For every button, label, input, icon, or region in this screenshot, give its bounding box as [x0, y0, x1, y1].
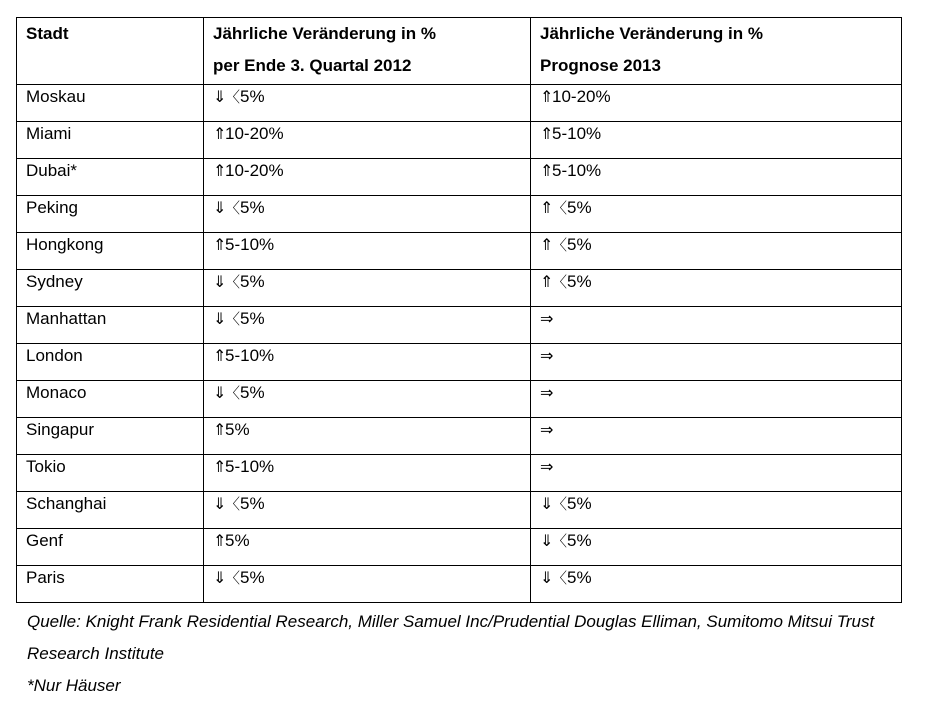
city-cell — [17, 270, 204, 307]
double-arrow-up-icon: ⇑ — [540, 87, 554, 106]
change-value-group — [540, 235, 592, 255]
city-name: Moskau — [26, 87, 86, 106]
less-than-sign: 〈 — [225, 310, 241, 328]
double-arrow-up-icon: ⇑ — [213, 124, 227, 143]
change-value: 5% — [567, 494, 592, 513]
double-arrow-up-icon: ⇑ — [540, 272, 554, 291]
change-q3-2012-cell — [204, 233, 531, 270]
city-price-change-table — [16, 17, 902, 603]
double-arrow-down-icon: ⇓ — [213, 494, 227, 513]
double-arrow-down-icon: ⇓ — [213, 198, 227, 217]
table-row — [17, 492, 902, 529]
change-value-group — [213, 87, 265, 107]
change-value-group — [540, 124, 601, 144]
double-arrow-up-icon: ⇑ — [213, 531, 227, 550]
city-name: Genf — [26, 531, 63, 550]
change-value: 5% — [240, 309, 265, 328]
table-row — [17, 122, 902, 159]
double-arrow-down-icon: ⇓ — [213, 568, 227, 587]
change-value-group — [540, 161, 601, 181]
change-q3-2012-cell — [204, 122, 531, 159]
city-name: Hongkong — [26, 235, 104, 254]
change-q3-2012-cell — [204, 492, 531, 529]
table-row — [17, 529, 902, 566]
change-value: 10-20% — [225, 161, 284, 180]
table-body — [17, 85, 902, 603]
double-arrow-up-icon: ⇑ — [213, 457, 227, 476]
forecast-2013-cell — [531, 307, 902, 344]
change-value: 5% — [225, 420, 250, 439]
less-than-sign: 〈 — [225, 273, 241, 291]
table-row — [17, 196, 902, 233]
city-name: Sydney — [26, 272, 83, 291]
change-value: 5% — [567, 568, 592, 587]
header-forecast-2013 — [531, 18, 902, 85]
double-arrow-down-icon: ⇓ — [540, 568, 554, 587]
change-q3-2012-cell — [204, 307, 531, 344]
city-cell — [17, 122, 204, 159]
less-than-sign: 〈 — [225, 495, 241, 513]
change-value-group — [213, 383, 265, 403]
less-than-sign: 〈 — [552, 273, 568, 291]
city-name: Paris — [26, 568, 65, 587]
forecast-2013-cell — [531, 566, 902, 603]
change-value-group — [213, 420, 250, 440]
header-forecast-2013-line1: Jährliche Veränderung in % — [540, 24, 763, 43]
header-forecast-2013-line2: Prognose 2013 — [540, 56, 661, 75]
less-than-sign: 〈 — [225, 199, 241, 217]
change-value: 5% — [240, 87, 265, 106]
less-than-sign: 〈 — [552, 532, 568, 550]
city-name: London — [26, 346, 83, 365]
change-value-group — [540, 531, 592, 551]
change-value: 5% — [240, 568, 265, 587]
header-change-q3-2012-line1: Jährliche Veränderung in % — [213, 24, 436, 43]
forecast-2013-cell — [531, 381, 902, 418]
forecast-2013-cell — [531, 85, 902, 122]
change-value-group — [540, 457, 552, 477]
table-row — [17, 381, 902, 418]
change-value: 10-20% — [225, 124, 284, 143]
double-arrow-right-icon: ⇒ — [540, 457, 554, 476]
double-arrow-right-icon: ⇒ — [540, 346, 554, 365]
city-cell — [17, 159, 204, 196]
change-value-group — [213, 124, 284, 144]
forecast-2013-cell — [531, 418, 902, 455]
change-q3-2012-cell — [204, 455, 531, 492]
change-value-group — [213, 457, 274, 477]
less-than-sign: 〈 — [225, 569, 241, 587]
change-value: 5-10% — [552, 161, 602, 180]
change-value-group — [213, 272, 265, 292]
double-arrow-up-icon: ⇑ — [213, 346, 227, 365]
change-value-group — [540, 568, 592, 588]
city-name: Schanghai — [26, 494, 107, 513]
change-value: 5-10% — [225, 346, 275, 365]
forecast-2013-cell — [531, 270, 902, 307]
forecast-2013-cell — [531, 529, 902, 566]
forecast-2013-cell — [531, 122, 902, 159]
double-arrow-down-icon: ⇓ — [213, 383, 227, 402]
double-arrow-down-icon: ⇓ — [213, 87, 227, 106]
change-value-group — [540, 87, 611, 107]
change-value-group — [540, 346, 552, 366]
change-q3-2012-cell — [204, 85, 531, 122]
change-value-group — [213, 346, 274, 366]
city-cell — [17, 196, 204, 233]
forecast-2013-cell — [531, 159, 902, 196]
double-arrow-up-icon: ⇑ — [540, 161, 554, 180]
change-value-group — [213, 198, 265, 218]
city-cell — [17, 566, 204, 603]
city-name: Manhattan — [26, 309, 107, 328]
double-arrow-right-icon: ⇒ — [540, 420, 554, 439]
double-arrow-up-icon: ⇑ — [213, 420, 227, 439]
change-value: 5% — [240, 383, 265, 402]
city-cell — [17, 492, 204, 529]
header-change-q3-2012 — [204, 18, 531, 85]
footnote: *Nur Häuser — [27, 676, 121, 695]
forecast-2013-cell — [531, 233, 902, 270]
change-value-group — [540, 383, 552, 403]
change-value-group — [540, 420, 552, 440]
change-value-group — [213, 161, 284, 181]
table-row — [17, 233, 902, 270]
city-name: Peking — [26, 198, 78, 217]
double-arrow-down-icon: ⇓ — [540, 494, 554, 513]
double-arrow-up-icon: ⇑ — [540, 235, 554, 254]
document — [16, 17, 901, 702]
city-cell — [17, 529, 204, 566]
less-than-sign: 〈 — [552, 199, 568, 217]
change-value-group — [213, 235, 274, 255]
change-value: 5-10% — [225, 235, 275, 254]
header-city-label: Stadt — [26, 24, 69, 43]
change-value: 5% — [240, 494, 265, 513]
double-arrow-right-icon: ⇒ — [540, 309, 554, 328]
table-header-row — [17, 18, 902, 85]
table-row — [17, 270, 902, 307]
change-value: 5% — [240, 198, 265, 217]
table-row — [17, 418, 902, 455]
change-value-group — [540, 494, 592, 514]
change-q3-2012-cell — [204, 196, 531, 233]
change-value: 5% — [567, 272, 592, 291]
change-value: 5% — [567, 198, 592, 217]
change-value-group — [540, 198, 592, 218]
forecast-2013-cell — [531, 196, 902, 233]
change-q3-2012-cell — [204, 529, 531, 566]
double-arrow-up-icon: ⇑ — [540, 124, 554, 143]
double-arrow-right-icon: ⇒ — [540, 383, 554, 402]
city-name: Monaco — [26, 383, 87, 402]
change-value: 10-20% — [552, 87, 611, 106]
change-value-group — [213, 531, 250, 551]
table-row — [17, 307, 902, 344]
change-value: 5-10% — [552, 124, 602, 143]
change-q3-2012-cell — [204, 270, 531, 307]
change-value-group — [540, 309, 552, 329]
forecast-2013-cell — [531, 492, 902, 529]
change-value: 5% — [240, 272, 265, 291]
city-name: Singapur — [26, 420, 95, 439]
double-arrow-up-icon: ⇑ — [213, 235, 227, 254]
less-than-sign: 〈 — [552, 495, 568, 513]
city-cell — [17, 233, 204, 270]
change-value-group — [540, 272, 592, 292]
header-city — [17, 18, 204, 85]
source-note: Quelle: Knight Frank Residential Research, Miller Samuel Inc/Prudential Douglas Elliman, Sumitomo Mitsui Trust Research Institute — [27, 612, 875, 663]
change-value-group — [213, 494, 265, 514]
double-arrow-up-icon: ⇑ — [213, 161, 227, 180]
change-q3-2012-cell — [204, 381, 531, 418]
double-arrow-down-icon: ⇓ — [213, 309, 227, 328]
city-cell — [17, 307, 204, 344]
less-than-sign: 〈 — [225, 88, 241, 106]
change-value: 5-10% — [225, 457, 275, 476]
forecast-2013-cell — [531, 344, 902, 381]
less-than-sign: 〈 — [552, 236, 568, 254]
change-q3-2012-cell — [204, 159, 531, 196]
city-name: Dubai* — [26, 161, 78, 180]
double-arrow-up-icon: ⇑ — [540, 198, 554, 217]
forecast-2013-cell — [531, 455, 902, 492]
double-arrow-down-icon: ⇓ — [540, 531, 554, 550]
table-row — [17, 455, 902, 492]
change-q3-2012-cell — [204, 418, 531, 455]
change-value: 5% — [567, 531, 592, 550]
change-q3-2012-cell — [204, 566, 531, 603]
change-value-group — [213, 309, 265, 329]
table-row — [17, 85, 902, 122]
less-than-sign: 〈 — [552, 569, 568, 587]
city-cell — [17, 344, 204, 381]
city-cell — [17, 381, 204, 418]
city-name: Tokio — [26, 457, 66, 476]
table-row — [17, 566, 902, 603]
double-arrow-down-icon: ⇓ — [213, 272, 227, 291]
change-value: 5% — [225, 531, 250, 550]
table-row — [17, 344, 902, 381]
city-cell — [17, 455, 204, 492]
change-q3-2012-cell — [204, 344, 531, 381]
less-than-sign: 〈 — [225, 384, 241, 402]
city-cell — [17, 418, 204, 455]
change-value: 5% — [567, 235, 592, 254]
city-name: Miami — [26, 124, 72, 143]
change-value-group — [213, 568, 265, 588]
city-cell — [17, 85, 204, 122]
header-change-q3-2012-line2: per Ende 3. Quartal 2012 — [213, 56, 412, 75]
table-row — [17, 159, 902, 196]
